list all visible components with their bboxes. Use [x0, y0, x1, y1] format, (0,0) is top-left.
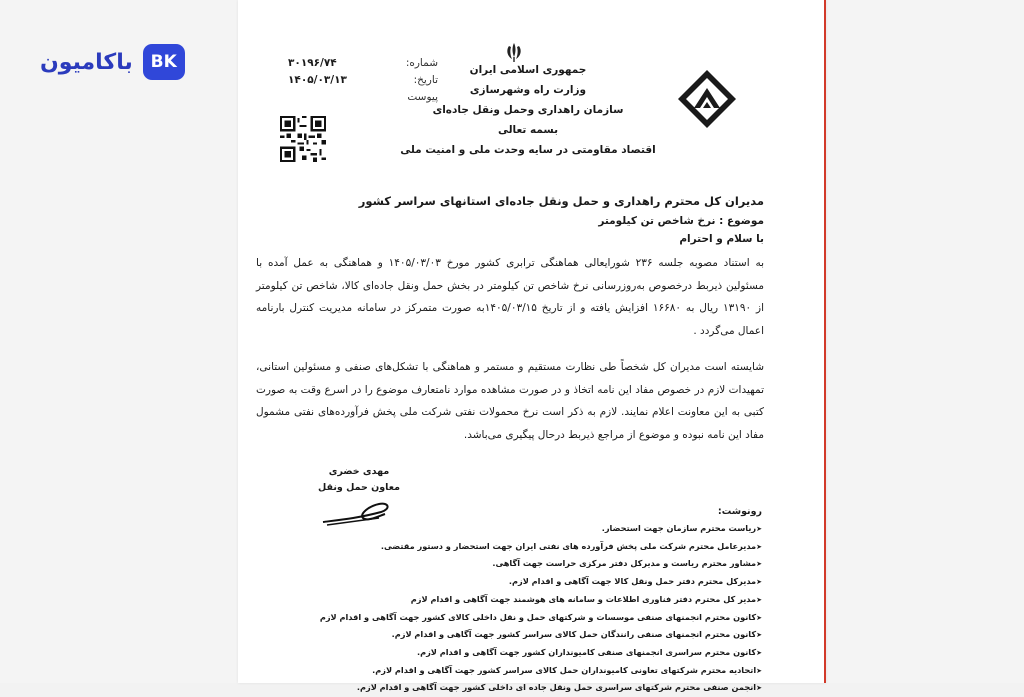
site-logo[interactable] [40, 44, 185, 80]
letter-body [256, 190, 764, 446]
cc-item: ➤ مشاور محترم ریاست و مدیرکل دفتر مرکزی حراست جهت آگاهی. [368, 555, 762, 573]
paragraph-1: به استناد مصوبه جلسه ۲۳۶ شورایعالی هماهنگی ترابری کشور مورخ ۱۴۰۵/۰۳/۰۳ و هماهنگی به عمل آمده با مسئولین ذیربط درخصوص بەروزرسانی نرخ شاخص تن کیلومتر در بخش حمل ونقل جاده‌ای کالا، شاخص تن کیلومتر از ۱۳۱۹۰ ریال به ۱۶۶۸۰ افزایش یافته و از تاریخ ۱۴۰۵/۰۳/۱۵به صورت متمرکز در سامانه مدیریت کنترل بارنامه اعمال می‌گردد . [256, 257, 764, 337]
subject: موضوع : نرخ شاخص تن کیلومتر [598, 215, 764, 227]
cc-item: ➤ ریاست محترم سازمان جهت استحضار. [368, 520, 762, 538]
header-slogan: اقتصاد مقاومتی در سایه وحدت ملی و امنیت ملی [400, 144, 656, 156]
cc-item: ➤ کانون محترم انجمنهای صنفی موسسات و شرکتهای حمل و نقل داخلی کالای کشور جهت آگاهی و اقدام لازم [368, 609, 762, 627]
letter-paper [238, 0, 826, 693]
cc-item: ➤ مدیرعامل محترم شرکت ملی پخش فرآورده های نفتی ایران جهت استحضار و دستور مقتضی. [368, 538, 762, 556]
signer-name: مهدی خضری [328, 466, 390, 477]
letter-meta [288, 55, 438, 106]
paragraph-2: شایسته است مدیران کل شخصاً طی نظارت مستقیم و مستمر و هماهنگی با تشکل‌های صنفی و مسئولین استانی، تمهیدات لازم در خصوص مفاد این نامه اتخاذ و در صورت مشاهده موارد نامتعارف موضوع را در اسرع وقت به صورت کتبی به این معاونت اعلام نمایند. لازم به ذکر است نرخ محمولات نفتی شرکت ملی پخش فرآورده‌های نفتی مشمول مفاد این نامه نبوده و موضوع از مراجع ذیربط درحال پیگیری می‌باشد. [256, 361, 764, 441]
cc-item: ➤ مدیرکل محترم دفتر حمل ونقل کالا جهت آگاهی و اقدام لازم. [368, 573, 762, 591]
number-label: شماره: [405, 57, 438, 69]
header-ministry: وزارت راه وشهرسازی [469, 84, 587, 96]
site-logo-text: باکامیون [40, 49, 133, 75]
date-label: تاریخ: [413, 74, 438, 86]
greeting: با سلام و احترام [679, 233, 764, 245]
cc-item: ➤ کانون محترم سراسری انجمنهای صنفی کامیونداران کشور جهت آگاهی و اقدام لازم. [368, 644, 762, 662]
meta-date [288, 72, 438, 89]
meta-attachment [288, 89, 438, 106]
cc-item: ➤ انجمن صنفی محترم شرکتهای سراسری حمل ونقل جاده ای داخلی کشور جهت آگاهی و اقدام لازم. [368, 679, 762, 697]
addressee: مدیران کل محترم راهداری و حمل ونقل جاده‌ای استانهای سراسر کشور [358, 194, 764, 208]
header-country: جمهوری اسلامی ایران [469, 64, 587, 76]
qr-code-icon [280, 116, 326, 162]
header-organization: سازمان راهداری وحمل ونقل جاده‌ای [432, 104, 624, 116]
cc-title: رونوشت: [717, 506, 762, 517]
signer-title: معاون حمل ونقل [318, 482, 400, 493]
site-logo-mark: BK [143, 44, 185, 80]
carbon-copy-list [319, 504, 762, 697]
header-invocation: بسمه تعالی [497, 124, 559, 136]
cc-item: ➤ مدیر کل محترم دفتر فناوری اطلاعات و سامانه های هوشمند جهت آگاهی و اقدام لازم [368, 591, 762, 609]
cc-item: ➤ کانون محترم انجمنهای صنفی رانندگان حمل کالای سراسر کشور جهت آگاهی و اقدام لازم. [368, 626, 762, 644]
date-value: ۱۴۰۵/۰۳/۱۳ [288, 74, 347, 86]
road-organization-logo-icon [676, 68, 738, 130]
number-value: ۳۰۱۹۶/۷۴ [288, 57, 337, 69]
cc-item: ➤ اتحادیه محترم شرکتهای تعاونی کامیونداران حمل کالای سراسر کشور جهت آگاهی و اقدام لازم. [368, 662, 762, 680]
attachment-label: پیوست [407, 91, 438, 103]
meta-number [288, 55, 438, 72]
